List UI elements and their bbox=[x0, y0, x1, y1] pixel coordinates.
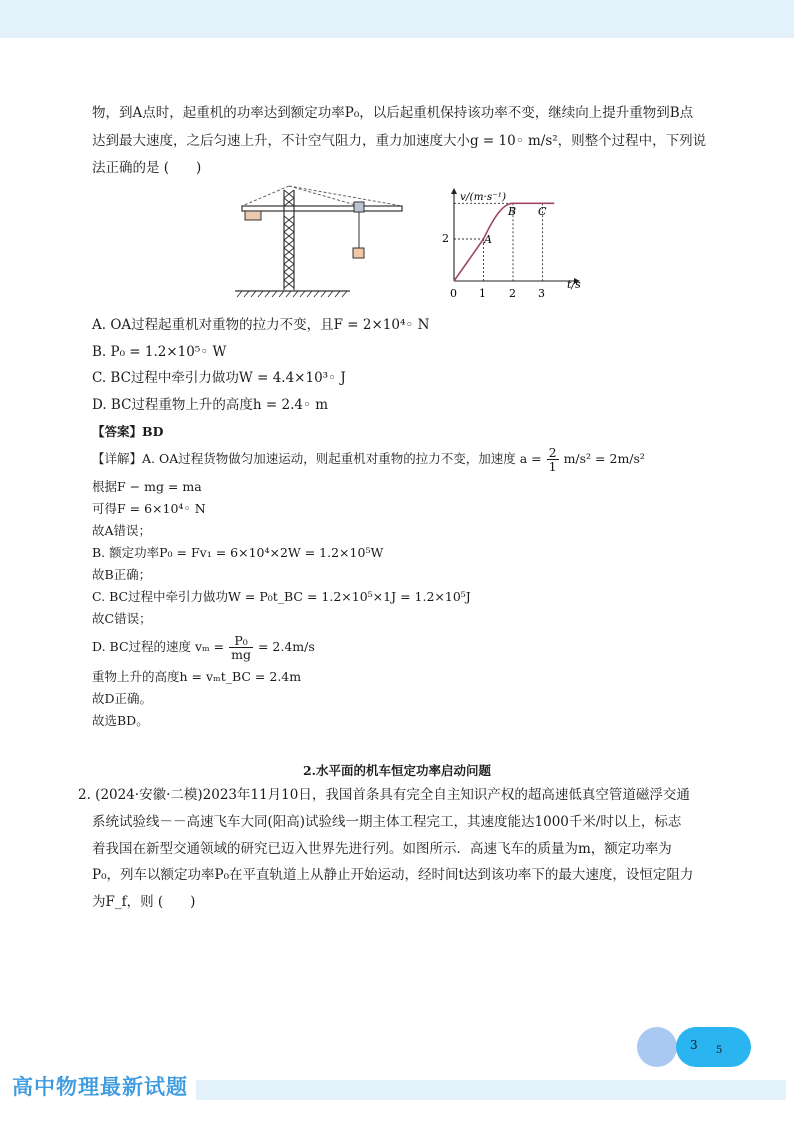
footer-band bbox=[196, 1080, 786, 1100]
q1-solution-line-2: 可得F = 6×10⁴◦ N bbox=[92, 501, 206, 516]
point-a-label: A bbox=[484, 233, 492, 246]
q1-detail-head: 【详解】A. OA过程货物做匀加速运动，则起重机对重物的拉力不变，加速度 bbox=[92, 451, 516, 466]
q1-accel-denominator: 1 bbox=[548, 459, 557, 474]
y-axis-arrow bbox=[451, 188, 457, 194]
q1-option-a: A. OA过程起重机对重物的拉力不变，且F = 2×10⁴◦ N bbox=[92, 317, 430, 333]
velocity-time-graph bbox=[438, 186, 588, 306]
point-b-label: B bbox=[508, 205, 517, 218]
crane-figure bbox=[232, 180, 407, 300]
q1-velocity-numerator: P₀ bbox=[229, 634, 253, 648]
q2-line-3: 着我国在新型交通领域的研究已迈入世界先进行列。如图所示．高速飞车的质量为m，额定功率为 bbox=[92, 841, 672, 857]
q2-line-2: 系统试验线－－高速飞车大同(阳高)试验线一期主体工程完工，其速度能达1000千米/时以上，标志 bbox=[92, 814, 682, 830]
q1-solution-line-4: B. 额定功率P₀ = Fv₁ = 6×10⁴×2W = 1.2×10⁵W bbox=[92, 545, 384, 560]
q1-d-line-pre: D. BC过程的速度 vₘ = bbox=[92, 639, 225, 654]
q1-stem-line-1: 物，到A点时，起重机的功率达到额定功率P₀，以后起重机保持该功率不变，继续向上提升重物到B点 bbox=[92, 105, 694, 121]
q1-velocity-fraction bbox=[229, 634, 253, 661]
q1-detail-eq-post: m/s² = 2m/s² bbox=[563, 451, 645, 466]
q1-velocity-denominator: mg bbox=[231, 647, 251, 662]
q2-line-5: 为F_f，则 ( ) bbox=[92, 894, 196, 910]
q1-solution-line-1: 根据F − mg = ma bbox=[92, 479, 202, 494]
y-axis-label: v/(m·s⁻¹) bbox=[460, 191, 507, 203]
q1-closing-line-2: 故D正确。 bbox=[92, 691, 153, 706]
q1-option-d: D. BC过程重物上升的高度h = 2.4◦ m bbox=[92, 397, 329, 413]
q1-option-c: C. BC过程中牵引力做功W = 4.4×10³◦ J bbox=[92, 370, 346, 386]
x-tick-label-2: 2 bbox=[509, 287, 516, 300]
q1-answer: 【答案】BD bbox=[92, 424, 164, 439]
q1-solution-line-5: 故B正确； bbox=[92, 567, 152, 582]
q1-stem-line-3: 法正确的是 ( ) bbox=[92, 160, 202, 176]
q1-solution-line-3: 故A错误； bbox=[92, 523, 152, 538]
q1-d-velocity-line bbox=[92, 634, 315, 661]
q1-accel-numerator: 2 bbox=[548, 445, 557, 460]
q1-detail-eq-pre: a = bbox=[519, 451, 542, 466]
q1-option-b: B. P₀ = 1.2×10⁵◦ W bbox=[92, 344, 227, 360]
q1-closing-line-3: 故选BD。 bbox=[92, 713, 149, 728]
point-c-label: C bbox=[538, 205, 547, 218]
page-circle-right bbox=[676, 1027, 751, 1067]
q1-d-line-post: = 2.4m/s bbox=[257, 639, 315, 654]
q2-line-4: P₀，列车以额定功率P₀在平直轨道上从静止开始运动，经时间t达到该功率下的最大速度，设恒定阻力 bbox=[92, 867, 694, 883]
q2-line-1: 2. (2024·安徽·二模)2023年11月10日，我国首条具有完全自主知识产权的超高速低真空管道磁浮交通 bbox=[78, 787, 690, 803]
q1-detail-line bbox=[92, 446, 645, 473]
section-title: 2.水平面的机车恒定功率启动问题 bbox=[302, 763, 492, 778]
q1-stem-line-2: 达到最大速度，之后匀速上升，不计空气阻力，重力加速度大小g = 10◦ m/s²，则整个过程中，下列说 bbox=[92, 133, 707, 149]
x-tick-label-3: 3 bbox=[538, 287, 545, 300]
x-axis-label: t/s bbox=[567, 278, 581, 291]
page-circle-left bbox=[637, 1027, 677, 1067]
y-tick-label: 2 bbox=[442, 232, 449, 245]
page-number: 3 bbox=[690, 1038, 698, 1052]
x-tick-label-1: 1 bbox=[479, 287, 486, 300]
q1-accel-fraction bbox=[547, 446, 559, 473]
brand-logo-text: 高中物理最新试题 bbox=[12, 1075, 188, 1099]
header-band bbox=[0, 0, 794, 38]
q1-solution-line-6: C. BC过程中牵引力做功W = P₀t_BC = 1.2×10⁵×1J = 1.2×10⁵J bbox=[92, 589, 471, 604]
x-tick-label-0: 0 bbox=[450, 287, 457, 300]
page-number-sub: 5 bbox=[716, 1045, 723, 1056]
q1-closing-line-1: 重物上升的高度h = vₘt_BC = 2.4m bbox=[92, 669, 302, 684]
q1-solution-line-7: 故C错误； bbox=[92, 611, 152, 626]
